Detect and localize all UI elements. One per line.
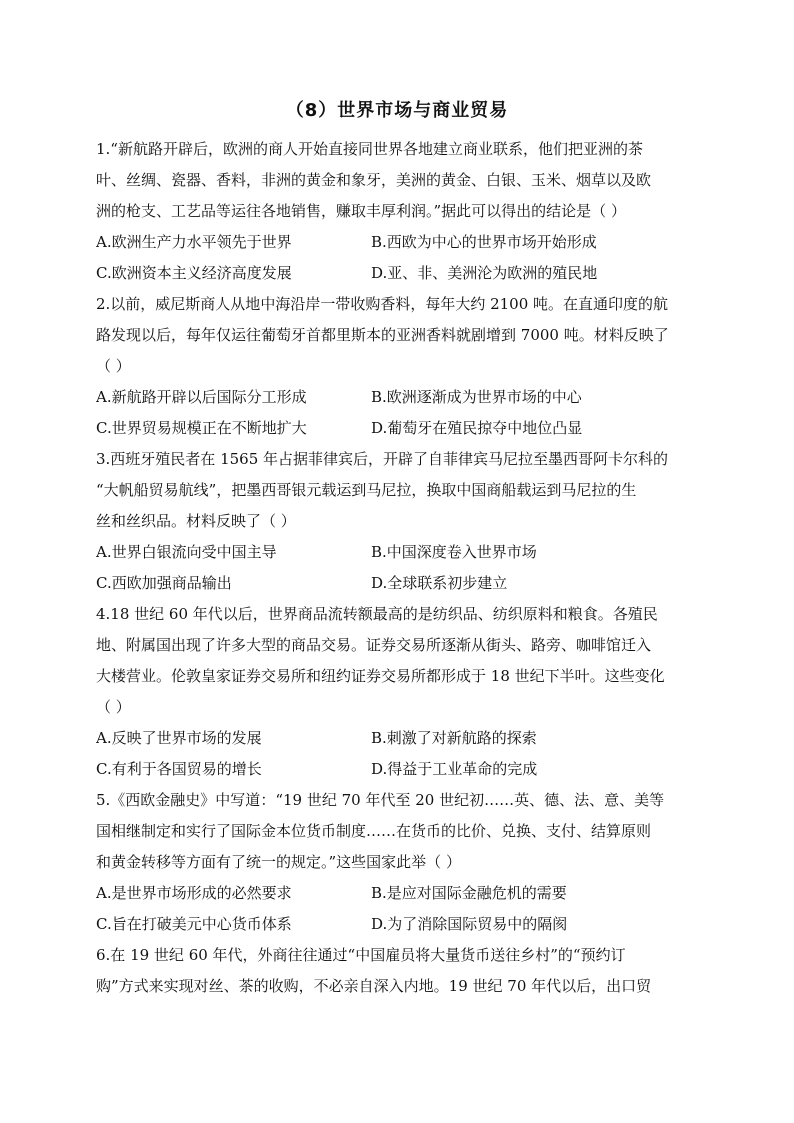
question-3-options-row-2 [96, 568, 702, 599]
question-4-line-1: 4.18 世纪 60 年代以后，世界商品流转额最高的是纺织品、纺织原料和粮食。各殖民 [96, 605, 658, 623]
option-a: A.世界白银流向受中国主导 [96, 543, 277, 561]
question-2-options-row-1 [96, 382, 702, 413]
option-d: D.得益于工业革命的完成 [371, 760, 538, 778]
option-b: B.是应对国际金融危机的需要 [371, 884, 567, 902]
question-5-line-2: 国相继制定和实行了国际金本位货币制度……在货币的比价、兑换、支付、结算原则 [96, 822, 652, 840]
question-4-line-3: 大楼营业。伦敦皇家证券交易所和纽约证券交易所都形成于 18 世纪下半叶。这些变化 [96, 667, 665, 685]
option-a: A.新航路开辟以后国际分工形成 [96, 388, 307, 406]
option-c: C.西欧加强商品输出 [96, 574, 232, 592]
question-4-options-row-1 [96, 723, 702, 754]
question-3-line-2: “大帆船贸易航线”，把墨西哥银元载运到马尼拉，换取中国商船载运到马尼拉的生 [96, 481, 637, 499]
option-d: D.全球联系初步建立 [371, 574, 508, 592]
question-list [96, 134, 702, 1002]
question-5-line-3: 和黄金转移等方面有了统一的规定。”这些国家此举（ ） [96, 853, 461, 871]
question-6 [96, 940, 702, 1002]
question-4 [96, 599, 702, 785]
option-a: A.欧洲生产力水平领先于世界 [96, 233, 292, 251]
option-a: A.反映了世界市场的发展 [96, 729, 262, 747]
question-1-line-2: 叶、丝绸、瓷器、香料，非洲的黄金和象牙，美洲的黄金、白银、玉米、烟草以及欧 [96, 171, 652, 189]
question-5-options-row-1 [96, 878, 702, 909]
question-1 [96, 134, 702, 289]
question-4-line-2: 地、附属国出现了许多大型的商品交易。证券交易所逐渐从街头、路旁、咖啡馆迁入 [96, 636, 652, 654]
question-1-line-3: 洲的枪支、工艺品等运往各地销售，赚取丰厚利润。”据此可以得出的结论是（ ） [96, 202, 626, 220]
question-6-line-1: 6.在 19 世纪 60 年代，外商往往通过“中国雇员将大量货币送往乡村”的“预约订 [96, 946, 626, 964]
option-d: D.亚、非、美洲沦为欧洲的殖民地 [371, 264, 598, 282]
option-b: B.刺激了对新航路的探索 [371, 729, 537, 747]
question-5-options-row-2 [96, 909, 702, 940]
question-4-line-4: （ ） [96, 698, 131, 716]
question-1-options-row-1 [96, 227, 702, 258]
question-3 [96, 444, 702, 599]
option-d: D.为了消除国际贸易中的隔阂 [371, 915, 568, 933]
question-2 [96, 289, 702, 444]
option-c: C.旨在打破美元中心货币体系 [96, 915, 292, 933]
question-5 [96, 785, 702, 940]
question-4-options-row-2 [96, 754, 702, 785]
question-2-line-1: 2.以前，威尼斯商人从地中海沿岸一带收购香料，每年大约 2100 吨。在直通印度的航 [96, 295, 669, 313]
option-d: D.葡萄牙在殖民掠夺中地位凸显 [371, 419, 583, 437]
option-b: B.中国深度卷入世界市场 [371, 543, 537, 561]
option-b: B.西欧为中心的世界市场开始形成 [371, 233, 597, 251]
question-1-options-row-2 [96, 258, 702, 289]
question-6-line-2: 购”方式来实现对丝、茶的收购，不必亲自深入内地。19 世纪 70 年代以后，出口贸 [96, 977, 652, 995]
question-3-line-1: 3.西班牙殖民者在 1565 年占据菲律宾后，开辟了自菲律宾马尼拉至墨西哥阿卡尔科的 [96, 450, 669, 468]
option-c: C.世界贸易规模正在不断地扩大 [96, 419, 307, 437]
question-2-options-row-2 [96, 413, 702, 444]
question-5-line-1: 5.《西欧金融史》中写道：“19 世纪 70 年代至 20 世纪初……英、德、法、意、美等 [96, 791, 665, 809]
question-3-line-3: 丝和丝织品。材料反映了（ ） [96, 512, 296, 530]
option-c: C.欧洲资本主义经济高度发展 [96, 264, 292, 282]
question-2-line-3: （ ） [96, 357, 131, 375]
page-title: （8）世界市场与商业贸易 [285, 100, 509, 121]
question-1-line-1: 1.“新航路开辟后，欧洲的商人开始直接同世界各地建立商业联系，他们把亚洲的茶 [96, 140, 643, 158]
question-2-line-2: 路发现以后，每年仅运往葡萄牙首都里斯本的亚洲香料就剧增到 7000 吨。材料反映了 [96, 326, 669, 344]
option-b: B.欧洲逐渐成为世界市场的中心 [371, 388, 582, 406]
option-c: C.有利于各国贸易的增长 [96, 760, 262, 778]
question-3-options-row-1 [96, 537, 702, 568]
option-a: A.是世界市场形成的必然要求 [96, 884, 292, 902]
